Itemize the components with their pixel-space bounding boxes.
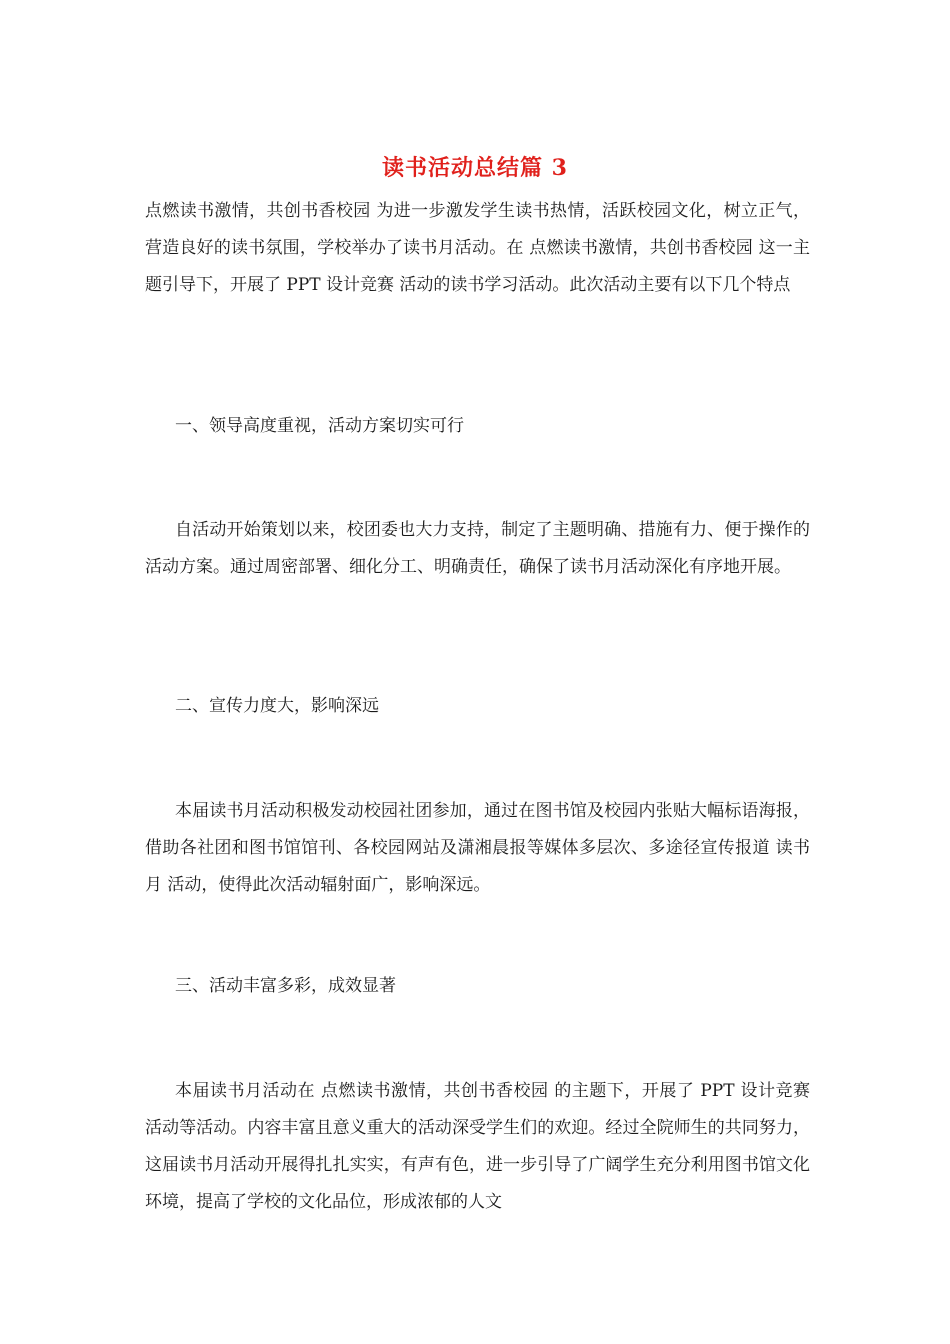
- section-body-2: 本届读书月活动积极发动校园社团参加，通过在图书馆及校园内张贴大幅标语海报，借助各社团和图书馆馆刊、各校园网站及潇湘晨报等媒体多层次、多途径宣传报道 读书月 活动，使得此次活动辐射面广，影响深远。: [145, 801, 810, 895]
- section-heading-1: 一、领导高度重视，活动方案切实可行: [175, 416, 464, 436]
- section-body-1: 自活动开始策划以来，校团委也大力支持，制定了主题明确、措施有力、便于操作的活动方案。通过周密部署、细化分工、明确责任，确保了读书月活动深化有序地开展。: [145, 520, 810, 577]
- section-heading-3: 三、活动丰富多彩，成效显著: [175, 976, 396, 996]
- section-heading-2: 二、宣传力度大，影响深远: [175, 696, 379, 716]
- section-body-3: 本届读书月活动在 点燃读书激情，共创书香校园 的主题下，开展了 PPT 设计竞赛 活动等活动。内容丰富且意义重大的活动深受学生们的欢迎。经过全院师生的共同努力，这届读书月活动开展得扎扎实实，有声有色，进一步引导了广阔学生充分利用图书馆文化环境，提高了学校的文化品位，形成浓郁的人文: [145, 1081, 810, 1212]
- intro-paragraph: 点燃读书激情，共创书香校园 为进一步激发学生读书热情，活跃校园文化，树立正气，营造良好的读书氛围，学校举办了读书月活动。在 点燃读书激情，共创书香校园 这一主题引导下，开展了 PPT 设计竞赛 活动的读书学习活动。此次活动主要有以下几个特点: [145, 201, 810, 295]
- document-title: 读书活动总结篇 3: [382, 155, 568, 181]
